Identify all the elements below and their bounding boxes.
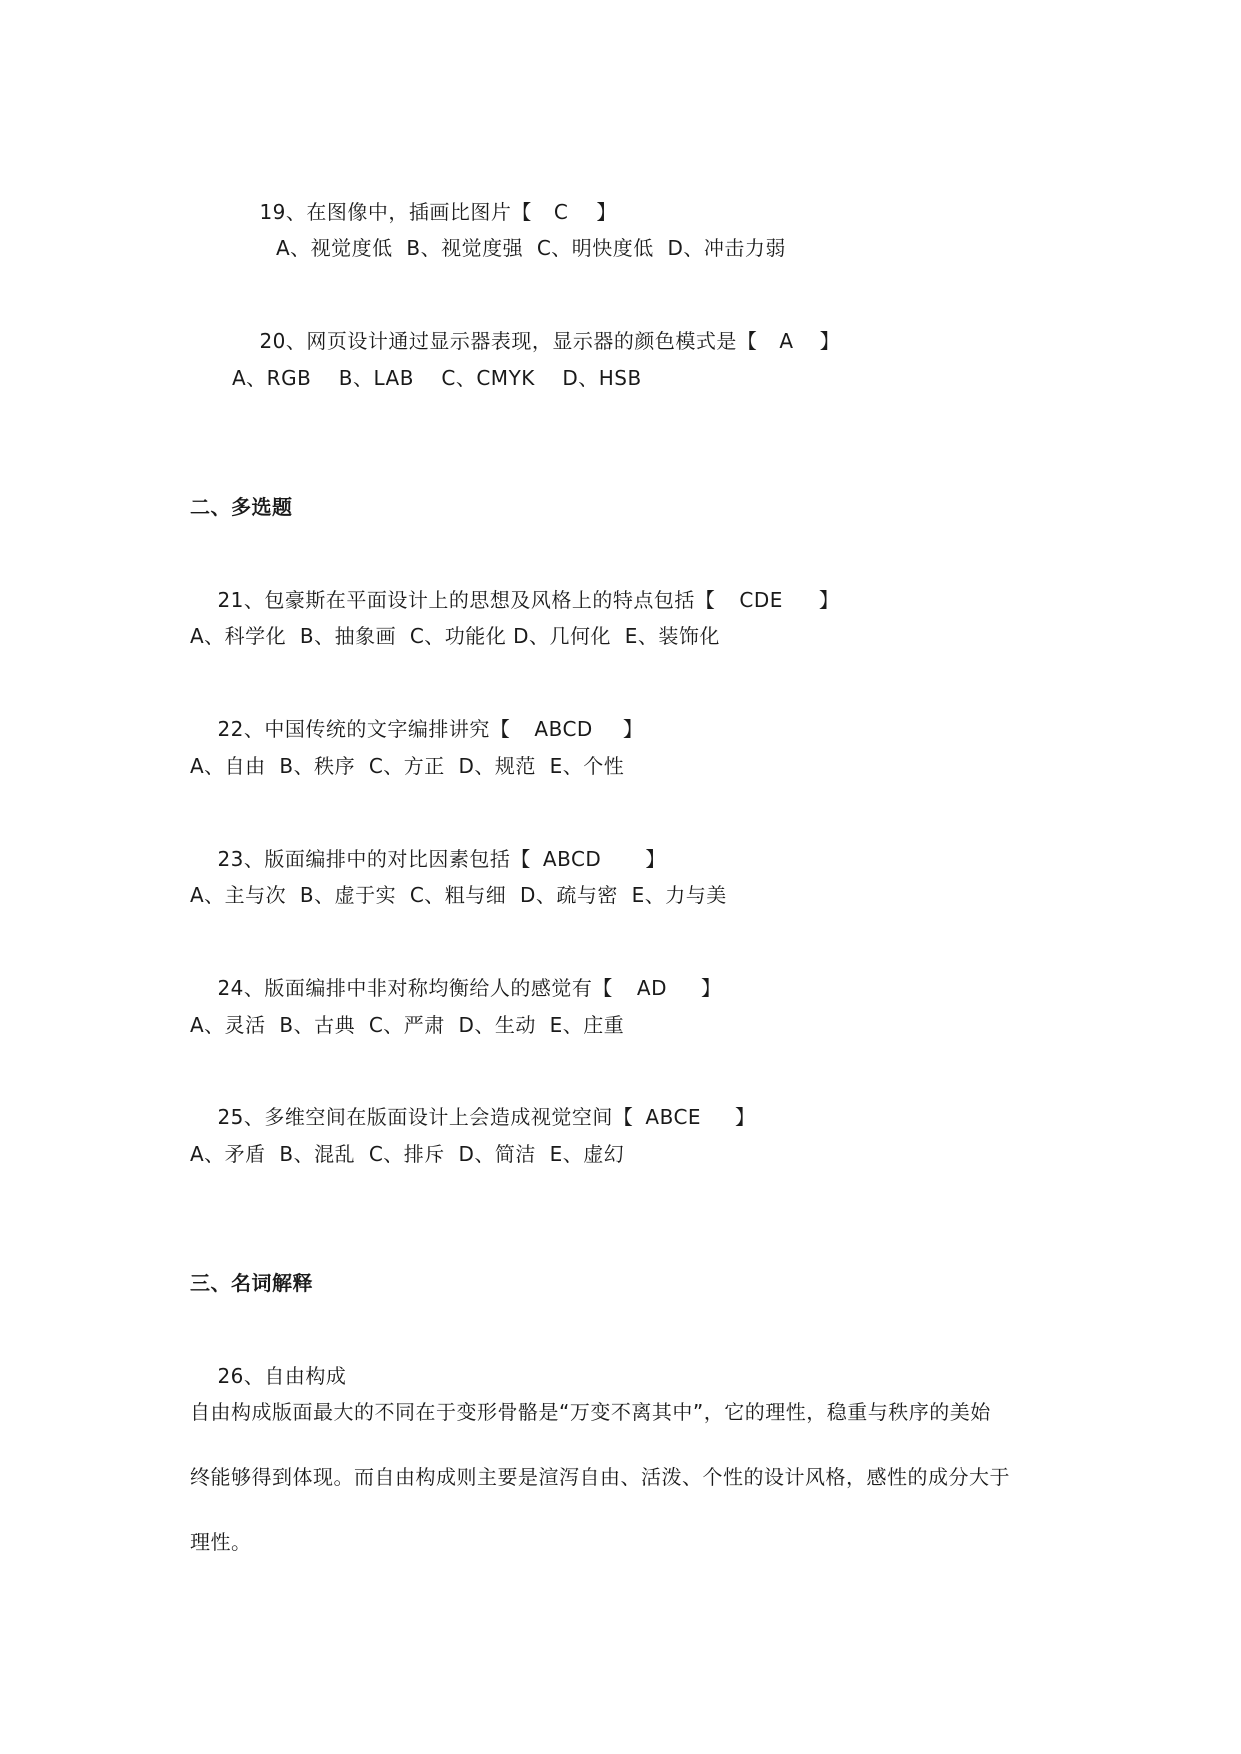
section-heading-term-explanation: 三、名词解释	[190, 1271, 313, 1295]
question-number: 23、	[217, 847, 265, 871]
question-20-options: A、RGB B、LAB C、CMYK D、HSB	[232, 366, 642, 390]
answer-open-bracket: 【	[510, 847, 531, 871]
answer-open-bracket: 【	[694, 588, 716, 612]
question-number: 21、	[217, 588, 265, 612]
answer-value: ABCE	[645, 1105, 702, 1129]
section-heading-multiple-choice: 二、多选题	[190, 495, 293, 519]
answer-close-bracket: 】	[596, 200, 617, 224]
question-text: 网页设计通过显示器表现，显示器的颜色模式是	[306, 329, 737, 353]
answer-close-bracket: 】	[645, 847, 666, 871]
question-text: 包豪斯在平面设计上的思想及风格上的特点包括	[264, 588, 695, 612]
question-text: 多维空间在版面设计上会造成视觉空间	[264, 1105, 613, 1129]
term-26-definition-line-2: 终能够得到体现。而自由构成则主要是渲泻自由、活泼、个性的设计风格，感性的成分大于	[190, 1465, 1010, 1489]
answer-close-bracket: 】	[735, 1105, 756, 1129]
question-24-options: A、灵活 B、古典 C、严肃 D、生动 E、庄重	[190, 1013, 625, 1037]
answer-value: CDE	[739, 588, 783, 612]
question-21-options: A、科学化 B、抽象画 C、功能化 D、几何化 E、装饰化	[190, 624, 720, 648]
question-text: 版面编排中非对称均衡给人的感觉有	[264, 976, 593, 1000]
question-22-options: A、自由 B、秩序 C、方正 D、规范 E、个性	[190, 754, 625, 778]
question-number: 25、	[217, 1105, 265, 1129]
answer-open-bracket: 【	[511, 200, 532, 224]
question-text: 中国传统的文字编排讲究	[264, 717, 490, 741]
question-number: 20、	[259, 329, 307, 353]
question-23-options: A、主与次 B、虚于实 C、粗与细 D、疏与密 E、力与美	[190, 883, 727, 907]
question-19-options: A、视觉度低 B、视觉度强 C、明快度低 D、冲击力弱	[276, 236, 786, 260]
question-number: 19、	[259, 200, 307, 224]
answer-value: AD	[636, 976, 667, 1000]
answer-value: ABCD	[542, 847, 602, 871]
answer-close-bracket: 】	[622, 717, 644, 741]
term-26-definition-line-1: 自由构成版面最大的不同在于变形骨骼是“万变不离其中”，它的理性，稳重与秩序的美始	[190, 1400, 991, 1424]
answer-close-bracket: 】	[700, 976, 722, 1000]
answer-open-bracket: 【	[489, 717, 511, 741]
answer-open-bracket: 【	[612, 1105, 634, 1129]
answer-close-bracket: 】	[819, 329, 841, 353]
answer-open-bracket: 【	[736, 329, 758, 353]
answer-value: A	[779, 329, 794, 353]
question-text: 在图像中，插画比图片	[306, 200, 512, 224]
term-number: 26、	[217, 1364, 265, 1388]
answer-value: ABCD	[534, 717, 593, 741]
answer-value: C	[553, 200, 569, 224]
question-text: 版面编排中的对比因素包括	[264, 847, 511, 871]
question-25-options: A、矛盾 B、混乱 C、排斥 D、简洁 E、虚幻	[190, 1142, 625, 1166]
term-name: 自由构成	[264, 1364, 347, 1388]
answer-close-bracket: 】	[818, 588, 840, 612]
question-number: 24、	[217, 976, 265, 1000]
answer-open-bracket: 【	[592, 976, 613, 1000]
term-26-definition-line-3: 理性。	[190, 1530, 252, 1554]
question-number: 22、	[217, 717, 265, 741]
